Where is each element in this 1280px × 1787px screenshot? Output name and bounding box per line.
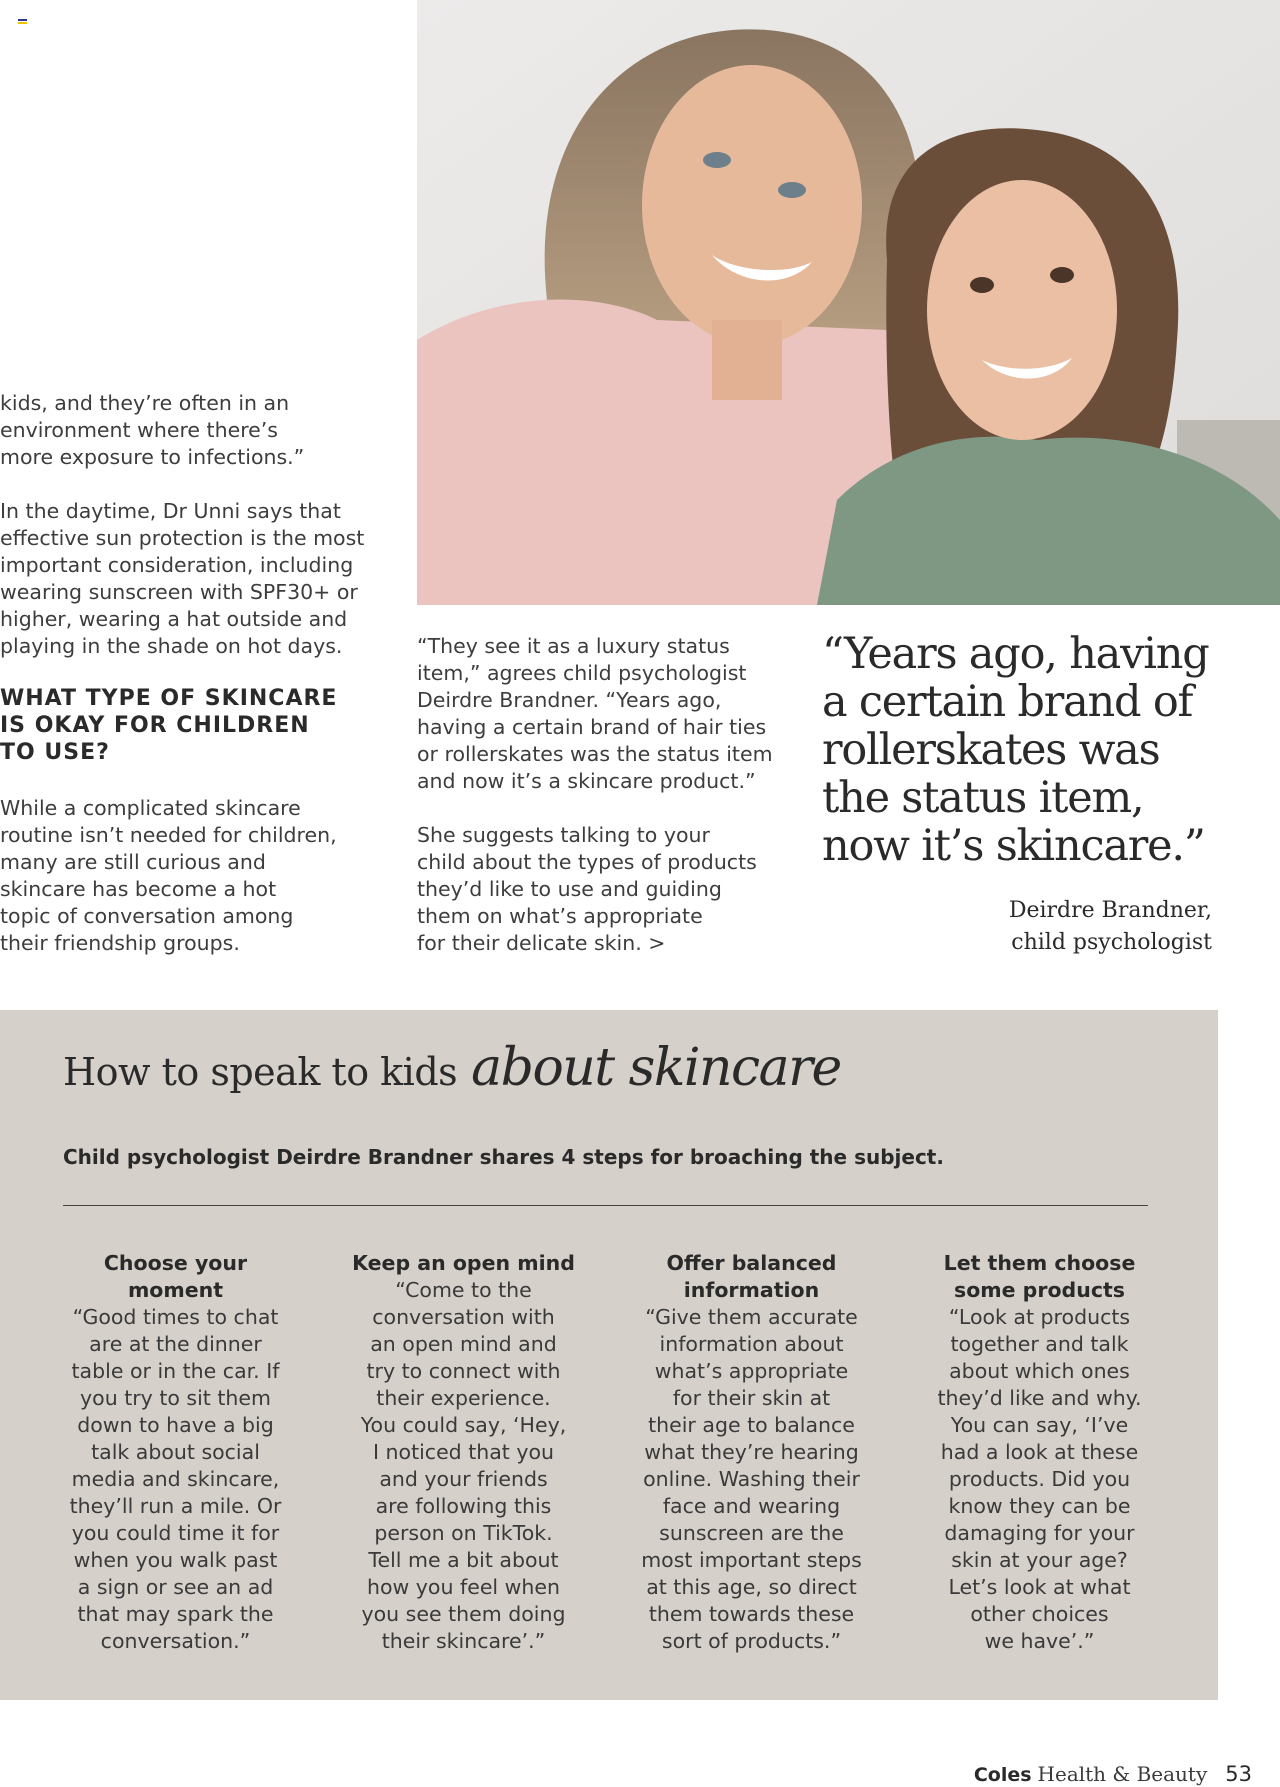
left-paragraph-1: kids, and they’re often in an environment where there’s more exposure to infections.” bbox=[0, 391, 305, 469]
tips-title-serif: How to speak to kids bbox=[63, 1050, 458, 1094]
tip-title: Choose your moment bbox=[103, 1251, 248, 1302]
flag-icon bbox=[18, 19, 27, 26]
tip-4 bbox=[912, 1250, 1167, 1655]
quote-attribution: Deirdre Brandner, child psychologist bbox=[1008, 898, 1212, 955]
footer-publication: Health & Beauty bbox=[1037, 1762, 1208, 1786]
mother-daughter-photo bbox=[417, 0, 1280, 605]
page-footer bbox=[974, 1762, 1252, 1786]
tips-box-title bbox=[63, 1038, 841, 1118]
tip-title: Let them choose some products bbox=[943, 1251, 1136, 1302]
tip-2 bbox=[336, 1250, 591, 1655]
tip-body: “Good times to chat are at the dinner table or in the car. If you try to sit them down to have a big talk about social media and skincare, they’ll run a mile. Or you could time it for when you walk past a sign or see an ad that may spark the conversation.” bbox=[69, 1305, 282, 1653]
tip-body: “Look at products together and talk about which ones they’d like and why. You can say, ‘I’ve had a look at these products. Did you know they can be damaging for your skin at your age? Let’s look at what other choices we have’.” bbox=[937, 1305, 1142, 1653]
section-subhead: WHAT TYPE OF SKINCARE IS OKAY FOR CHILDREN TO USE? bbox=[0, 686, 338, 765]
tips-box-subtitle: Child psychologist Deirdre Brandner shares 4 steps for broaching the subject. bbox=[63, 1145, 944, 1169]
tip-3 bbox=[624, 1250, 879, 1655]
left-paragraph-3: While a complicated skincare routine isn’t needed for children, many are still curious and skincare has become a hot topic of conversation among their friendship groups. bbox=[0, 796, 337, 955]
divider bbox=[63, 1205, 1148, 1206]
middle-paragraph-1: “They see it as a luxury status item,” agrees child psychologist Deirdre Brandner. “Years ago, having a certain brand of hair ties or rollerskates was the status item and now it’s a skincare product.” bbox=[417, 634, 773, 793]
left-paragraph-2: In the daytime, Dr Unni says that effective sun protection is the most important consideration, including wearing sunscreen with SPF30+ or higher, wearing a hat outside and playing in the shade on hot days. bbox=[0, 499, 365, 658]
tip-title: Offer balanced information bbox=[666, 1251, 837, 1302]
tip-title: Keep an open mind bbox=[352, 1251, 575, 1275]
middle-paragraph-2: She suggests talking to your child about the types of products they’d like to use and guiding them on what’s appropriate for their delicate skin. > bbox=[417, 823, 757, 955]
tip-body: “Come to the conversation with an open mind and try to connect with their experience. You could say, ‘Hey, I noticed that you and your friends are following this person on TikTok. Tell me a bit about how you feel when you see them doing their skincare’.” bbox=[360, 1278, 567, 1653]
tip-body: “Give them accurate information about what’s appropriate for their skin at their age to balance what they’re hearing online. Washing their face and wearing sunscreen are the most important steps at this age, so direct them towards these sort of products.” bbox=[641, 1305, 862, 1653]
footer-brand: Coles bbox=[973, 1764, 1032, 1786]
pull-quote: “Years ago, having a certain brand of rollerskates was the status item, now it’s skincare.” bbox=[822, 629, 1209, 871]
tip-1 bbox=[48, 1250, 303, 1655]
page-number: 53 bbox=[1225, 1762, 1252, 1786]
tips-title-script: about skincare bbox=[471, 1038, 841, 1098]
